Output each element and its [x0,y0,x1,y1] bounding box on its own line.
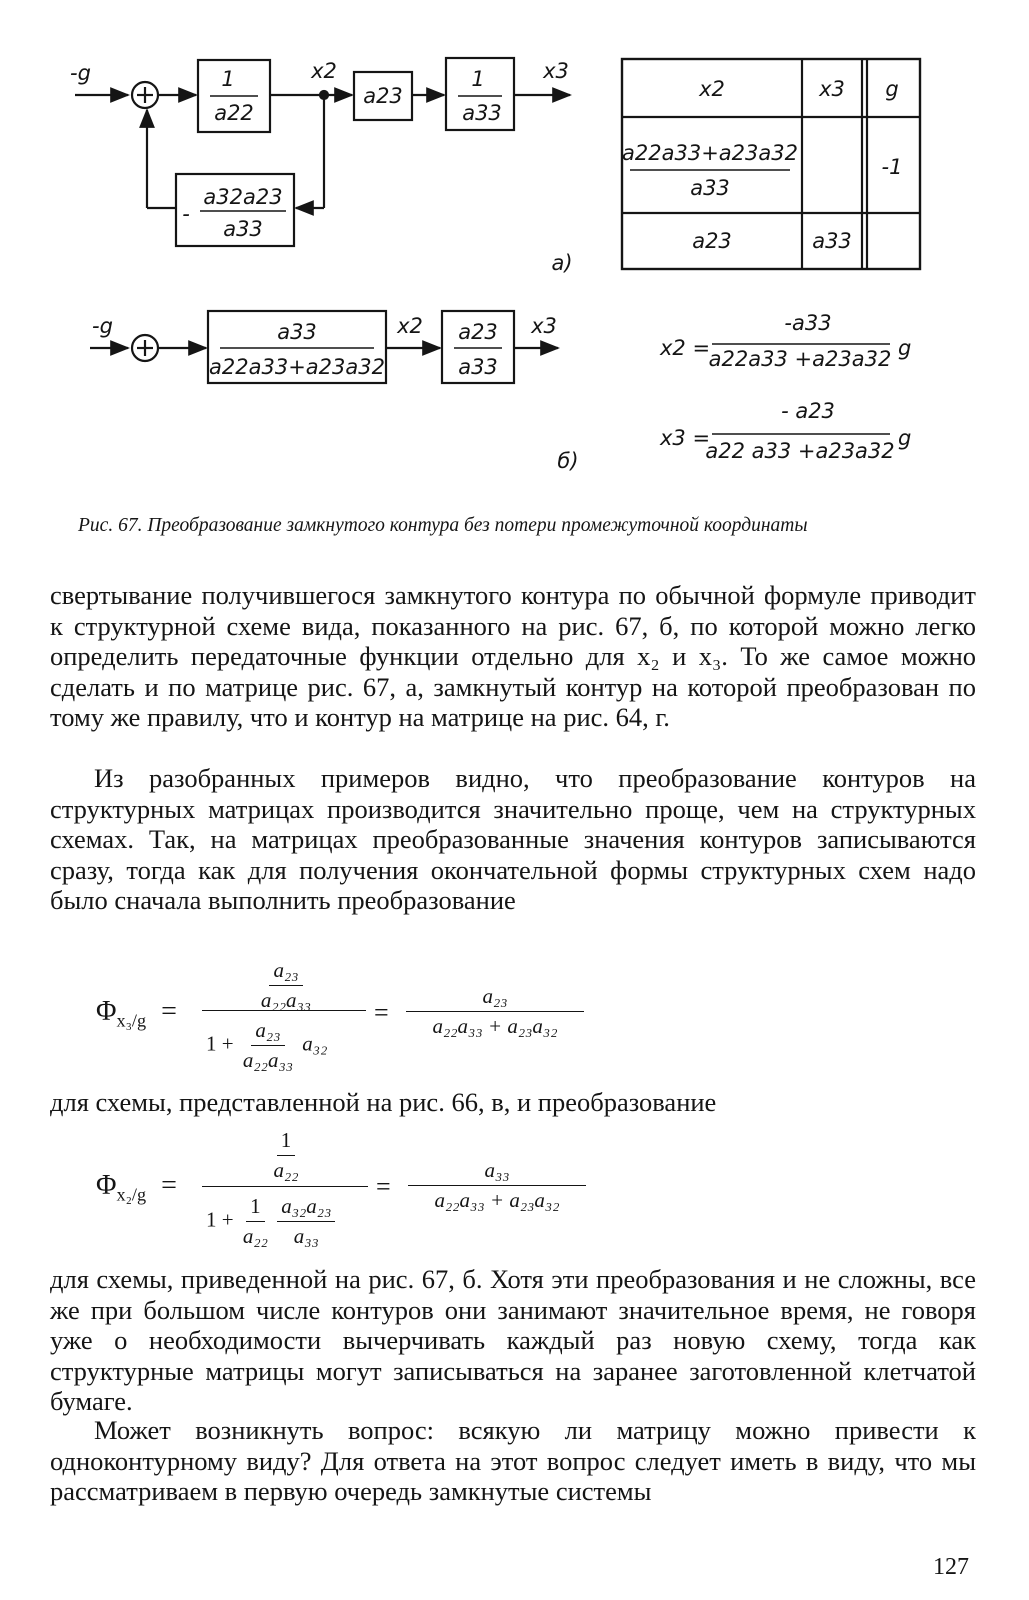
formula2-bn-num: 1 [277,1128,296,1156]
figure-caption: Рис. 67. Преобразование замкнутого контура без потери промежуточной координаты [78,515,808,536]
eq1-num: -a33 [784,311,832,335]
eq1-lhs: x2 = [660,336,711,360]
eq1-den: a22a33 +a23a32 [708,347,892,371]
matrix-header-x3: x3 [819,77,845,101]
formula1-bn-num: a₂₃ [269,958,302,986]
formula2-bn-den: a₂₂ [273,1158,299,1182]
label-x3-b: x3 [531,314,557,338]
label-x3-a: x3 [543,59,569,83]
block-b1-den: a22a33+a23a32 [209,355,385,379]
diagram-b-labels [92,314,579,473]
label-x2-b: x2 [397,314,423,338]
block-b2-num: a23 [458,320,498,344]
figure-67 [0,0,1029,500]
formula1-tail: a₃₂ [302,1031,328,1056]
formula1-bn-den: a₂₂a₃₃ [260,988,312,1012]
label-input-g-a: -g [70,61,91,85]
formula2-inner2-num: a₃₂a₂₃ [277,1194,335,1222]
formula1-eq2: = [374,998,389,1027]
matrix-r1c1-num: a22a33+a23a32 [622,141,798,165]
formula2-inner1-den: a₂₂ [242,1224,268,1248]
paragraph-1: свертывание получившегося замкнутого контура по обычной формуле приводит к структурной схеме вида, показанного на рис. 67, б, по которой можно легко определить передаточные функции отдельно для x₂ и x₃. То же самое можно сделать и по матрице рис. 67, а, замкнутый контур на которой преобразован по тому же правилу, что и контур на матрице на рис. 64, г. [50,580,976,732]
paragraph-5: Может возникнуть вопрос: всякую ли матрицу можно привести к одноконтурному виду? Для ответа на этот вопрос следует иметь в виду, что мы рассматриваем в первую очередь замкнутые системы [50,1415,976,1506]
formula1-lhs: Φ [96,996,117,1027]
formula2-one-plus: 1 + [206,1207,234,1232]
paragraph-4: для схемы, приведенной на рис. 67, б. Хотя эти преобразования и не сложны, все же при большом числе контуров они занимают значительное время, не говоря уже о необходимости вычерчивать каждый раз новую схему, тогда как структурные матрицы могут записываться на заранее заготовленной клетчатой бумаге. [50,1264,976,1416]
eq2-lhs: x3 = [660,426,711,450]
formula2-inner1 [239,1194,272,1249]
formula1-one-plus: 1 + [206,1031,234,1056]
block2-label: a23 [363,84,403,108]
paragraph-2: Из разобранных примеров видно, что преобразование контуров на структурных матрицах производится значительно проще, чем на структурных схемах. Так, на матрицах преобразованные значения контуров записываются сразу, тогда как для получения окончательной формы структурных схем надо было сначала выполнить преобразование [50,763,976,915]
formula2-big-numerator [269,1128,302,1183]
paragraph-3: для схемы, представленной на рис. 66, в, и преобразование [50,1087,717,1117]
formula1-inner-frac [239,1018,297,1073]
formula2-inner2-den: a₃₃ [293,1224,319,1248]
label-input-g-b: -g [92,314,113,338]
formula2-inner1-num: 1 [246,1194,265,1222]
matrix-r1c3: -1 [881,155,903,179]
label-b: б) [557,449,579,473]
formula1-rhs-den: a₂₂a₃₃ + a₂₃a₃₂ [432,1014,558,1038]
formula2-rhs-den: a₂₂a₃₃ + a₂₃a₃₂ [434,1188,560,1212]
matrix-r1c1-den: a33 [690,176,730,200]
formula1-rhs-num: a₂₃ [406,984,584,1012]
eq2-num: - a23 [781,399,835,423]
block-b1-num: a33 [277,320,317,344]
matrix-header-g: g [885,77,899,101]
equations [659,311,911,463]
formula2-rhs [408,1158,586,1213]
feedback-den: a33 [223,217,263,241]
matrix-labels [622,77,902,253]
matrix-r2c1: a23 [692,229,732,253]
eq2-tail: g [898,426,912,450]
block3-num: 1 [471,67,485,91]
formula1-big-numerator [257,958,315,1013]
label-a: а) [551,251,573,275]
formula2-lhs-sub: x₂/g [116,1184,147,1205]
block3-den: a33 [462,101,502,125]
eq1-tail: g [898,336,912,360]
feedback-num: a32a23 [203,185,283,209]
eq2-den: a22 a33 +a23a32 [705,439,895,463]
formula1-inner-den: a₂₂a₃₃ [242,1048,294,1072]
formula2-eq2: = [376,1172,391,1201]
block-b2-den: a33 [458,355,498,379]
formula2-rhs-num: a₃₃ [408,1158,586,1186]
matrix-header-x2: x2 [699,77,725,101]
formula1-lhs-sub: x₃/g [116,1010,147,1031]
feedback-sign: - [182,202,190,226]
page-number: 127 [933,1554,969,1580]
formula2-lhs: Φ [96,1170,117,1201]
block1-den: a22 [214,101,254,125]
label-x2-a: x2 [311,59,337,83]
formula2-eq: = [161,1170,177,1201]
formula1-inner-num: a₂₃ [251,1018,284,1046]
formula1-eq: = [161,996,177,1027]
block1-num: 1 [221,67,235,91]
formula1-rhs [406,984,584,1039]
formula2-inner2 [277,1194,335,1249]
diagram-a [75,58,570,246]
matrix-r2c2: a33 [812,229,852,253]
